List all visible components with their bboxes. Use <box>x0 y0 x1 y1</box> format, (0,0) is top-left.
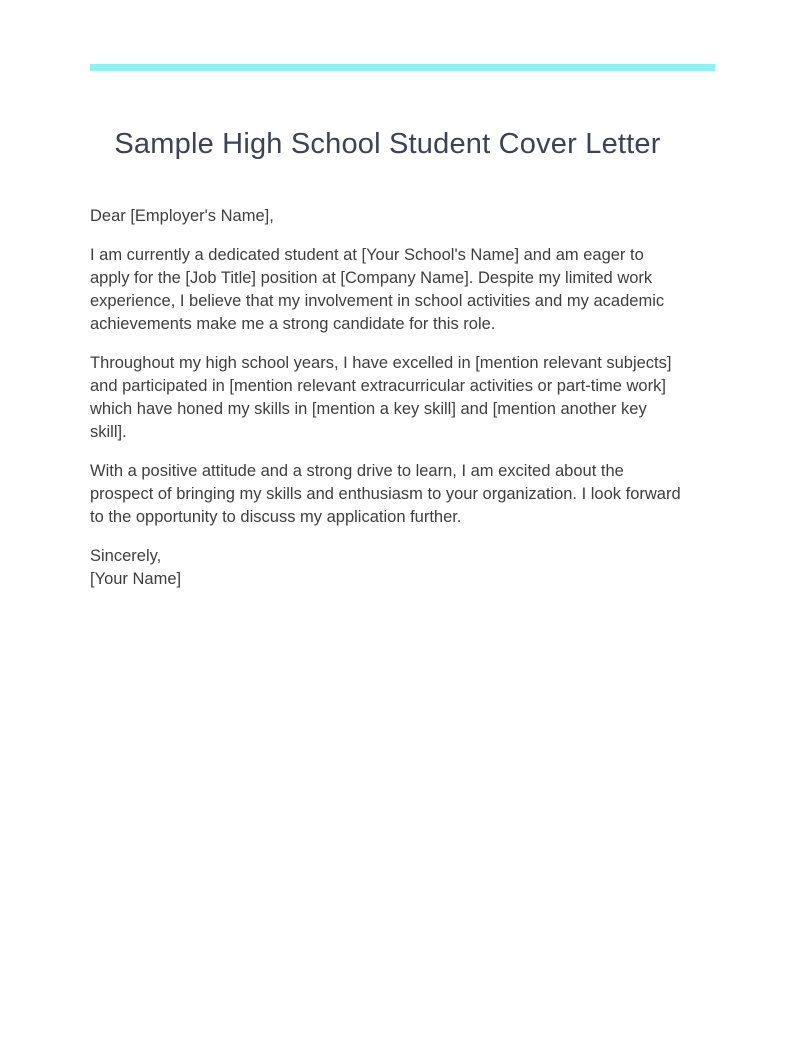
accent-divider-bar <box>90 64 715 71</box>
paragraph-introduction: I am currently a dedicated student at [Your School's Name] and am eager to apply for the [Job Title] position at [Company Name]. Despite my limited work experience, I believe that my involvement in school activities and my academic achievements make me a strong candidate for this role. <box>90 246 665 333</box>
paragraph-experience: Throughout my high school years, I have excelled in [mention relevant subjects] and participated in [mention relevant extracurricular activities or part-time work] which have honed my skills in [mention a key skill] and [mention another key skill]. <box>90 354 672 441</box>
signature-name: [Your Name] <box>90 570 182 588</box>
letter-body <box>90 205 682 591</box>
closing-line: Sincerely, <box>90 547 162 565</box>
paragraph-closing-pitch: With a positive attitude and a strong drive to learn, I am excited about the prospect of bringing my skills and enthusiasm to your organization. I look forward to the opportunity to discuss my application further. <box>90 462 681 526</box>
page-title: Sample High School Student Cover Letter <box>114 128 661 161</box>
signature-block <box>90 545 682 591</box>
salutation-line: Dear [Employer's Name], <box>90 207 274 225</box>
